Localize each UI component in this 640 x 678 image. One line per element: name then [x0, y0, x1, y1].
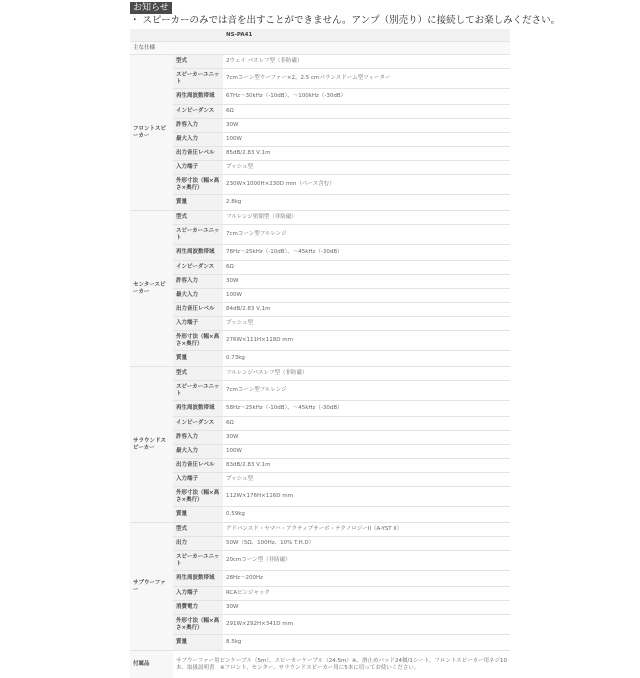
spec-label: インピーダンス: [173, 417, 223, 431]
spec-row: [130, 523, 510, 537]
spec-label: 型式: [173, 367, 223, 381]
spec-label: 質量: [173, 195, 223, 211]
spec-value: プッシュ型: [223, 161, 510, 175]
spec-row: [130, 245, 510, 261]
spec-label: スピーカーユニット: [173, 551, 223, 571]
main-spec-header: 主な仕様: [130, 42, 510, 55]
spec-value: 0.59kg: [223, 507, 510, 523]
spec-row: [130, 417, 510, 431]
spec-label: インピーダンス: [173, 261, 223, 275]
spec-row: [130, 551, 510, 571]
spec-value: 6Ω: [223, 261, 510, 275]
spec-label: インピーダンス: [173, 105, 223, 119]
spec-row: [130, 89, 510, 105]
spec-row: [130, 317, 510, 331]
spec-row: [130, 635, 510, 651]
spec-row: [130, 225, 510, 245]
spec-value: 30W: [223, 119, 510, 133]
spec-row: [130, 381, 510, 401]
spec-label: 質量: [173, 351, 223, 367]
model-name: NS-PA41: [223, 29, 510, 42]
notice-box: [130, 2, 510, 28]
spec-row: [130, 445, 510, 459]
spec-label: 許容入力: [173, 431, 223, 445]
spec-label: 型式: [173, 523, 223, 537]
spec-label: 出力: [173, 537, 223, 551]
accessories-label: 付属品: [130, 651, 173, 678]
spec-label: 出力音圧レベル: [173, 147, 223, 161]
spec-value: 100W: [223, 133, 510, 147]
spec-label: スピーカーユニット: [173, 69, 223, 89]
spec-label: 再生周波数帯域: [173, 401, 223, 417]
spec-value: 50W（5Ω、100Hz、10% T.H.D）: [223, 537, 510, 551]
spec-row: [130, 331, 510, 351]
spec-value: 276W×111H×118D mm: [223, 331, 510, 351]
spec-label: 外形寸法（幅×高さ×奥行）: [173, 615, 223, 635]
spec-row: [130, 195, 510, 211]
notice-tag: お知らせ: [130, 2, 172, 14]
spec-label: 入力端子: [173, 473, 223, 487]
spec-value: 30W: [223, 275, 510, 289]
spec-label: 外形寸法（幅×高さ×奥行）: [173, 487, 223, 507]
spec-value: 84dB/2.83 V,1m: [223, 303, 510, 317]
spec-label: 最大入力: [173, 133, 223, 147]
spec-label: 再生周波数帯域: [173, 245, 223, 261]
spec-row: [130, 615, 510, 635]
spec-category: センタースピーカー: [130, 211, 173, 367]
spec-value: 58Hz～25kHz（-10dB）、～45kHz（-30dB）: [223, 401, 510, 417]
spec-value: アドバンスド・ヤマハ・アクティブサーボ・テクノロジーII（A-YST II）: [223, 523, 510, 537]
spec-label: 最大入力: [173, 289, 223, 303]
spec-value: 30W: [223, 601, 510, 615]
spec-row: [130, 289, 510, 303]
spec-row: [130, 351, 510, 367]
spec-label: 質量: [173, 635, 223, 651]
spec-label: 入力端子: [173, 161, 223, 175]
spec-label: 型式: [173, 211, 223, 225]
spec-value: RCAピンジャック: [223, 587, 510, 601]
spec-row: [130, 175, 510, 195]
spec-value: プッシュ型: [223, 317, 510, 331]
spec-value: 6Ω: [223, 417, 510, 431]
spec-row: [130, 587, 510, 601]
spec-label: 外形寸法（幅×高さ×奥行）: [173, 175, 223, 195]
spec-value: 78Hz～25kHz（-10dB）、～45kHz（-30dB）: [223, 245, 510, 261]
spec-category: サラウンドスピーカー: [130, 367, 173, 523]
spec-value: 0.73kg: [223, 351, 510, 367]
spec-label: 再生周波数帯域: [173, 89, 223, 105]
accessories-value: サブウーファー用ピンケーブル（5m）、スピーカーケーブル（24.5m）※、滑止めパッド24個/1シート、フロントスピーカー用ネジ10本、取扱説明書 ※フロント、センター、サラウンドスピーカー用に5本に切ってお使いください。: [173, 651, 510, 678]
spec-value: 6Ω: [223, 105, 510, 119]
spec-row: [130, 119, 510, 133]
spec-label: 消費電力: [173, 601, 223, 615]
spec-label: 入力端子: [173, 317, 223, 331]
spec-label: 再生周波数帯域: [173, 571, 223, 587]
spec-value: 112W×176H×116D mm: [223, 487, 510, 507]
spec-row: [130, 601, 510, 615]
spec-category: フロントスピーカー: [130, 55, 173, 211]
spec-label: 入力端子: [173, 587, 223, 601]
spec-row: [130, 275, 510, 289]
spec-value: プッシュ型: [223, 473, 510, 487]
spec-label: 外形寸法（幅×高さ×奥行）: [173, 331, 223, 351]
spec-row: [130, 303, 510, 317]
spec-row: [130, 133, 510, 147]
spec-row: [130, 261, 510, 275]
accessories-row: [130, 651, 510, 678]
spec-value: フルレンジ密閉型（非防磁）: [223, 211, 510, 225]
spec-row: [130, 105, 510, 119]
spec-value: 230W×1000H×230D mm（ベース含む）: [223, 175, 510, 195]
spec-row: [130, 55, 510, 69]
spec-value: 67Hz～30kHz（-10dB）、～100kHz（-30dB）: [223, 89, 510, 105]
spec-value: 30W: [223, 431, 510, 445]
spec-label: 型式: [173, 55, 223, 69]
spec-label: 許容入力: [173, 275, 223, 289]
spec-row: [130, 537, 510, 551]
spec-label: スピーカーユニット: [173, 225, 223, 245]
main-spec-header-row: [130, 42, 510, 55]
spec-label: 許容入力: [173, 119, 223, 133]
spec-row: [130, 459, 510, 473]
spec-value: 2.8kg: [223, 195, 510, 211]
spec-value: 28Hz～200Hz: [223, 571, 510, 587]
spec-row: [130, 161, 510, 175]
spec-value: 8.5kg: [223, 635, 510, 651]
spec-row: [130, 211, 510, 225]
spec-row: [130, 367, 510, 381]
spec-row: [130, 69, 510, 89]
spec-label: スピーカーユニット: [173, 381, 223, 401]
spec-row: [130, 507, 510, 523]
spec-label: 出力音圧レベル: [173, 303, 223, 317]
spec-value: 100W: [223, 289, 510, 303]
spec-value: 20cmコーン型（非防磁）: [223, 551, 510, 571]
spec-row: [130, 147, 510, 161]
spec-label: 最大入力: [173, 445, 223, 459]
spec-value: 7cmコーン型フルレンジ: [223, 225, 510, 245]
spec-row: [130, 487, 510, 507]
spec-value: 83dB/2.83 V,1m: [223, 459, 510, 473]
spec-row: [130, 431, 510, 445]
model-row: [130, 29, 510, 42]
spec-row: [130, 571, 510, 587]
spec-category: サブウーファー: [130, 523, 173, 651]
spec-row: [130, 473, 510, 487]
spec-value: 7cmコーン型ウーファー×2、2.5 cmバランスドーム型ツィーター: [223, 69, 510, 89]
spec-row: [130, 401, 510, 417]
spec-value: 100W: [223, 445, 510, 459]
notice-text: ・ スピーカーのみでは音を出すことができません。アンプ（別売り）に接続してお楽しみください。: [130, 15, 560, 27]
spec-value: フルレンジバスレフ型（非防磁）: [223, 367, 510, 381]
spec-table: [130, 29, 510, 678]
spec-label: 出力音圧レベル: [173, 459, 223, 473]
spec-value: 291W×292H×341D mm: [223, 615, 510, 635]
spec-value: 7cmコーン型フルレンジ: [223, 381, 510, 401]
spec-value: 2ウェイ バスレフ型（非防磁）: [223, 55, 510, 69]
spec-value: 85dB/2.83 V,1m: [223, 147, 510, 161]
spec-label: 質量: [173, 507, 223, 523]
